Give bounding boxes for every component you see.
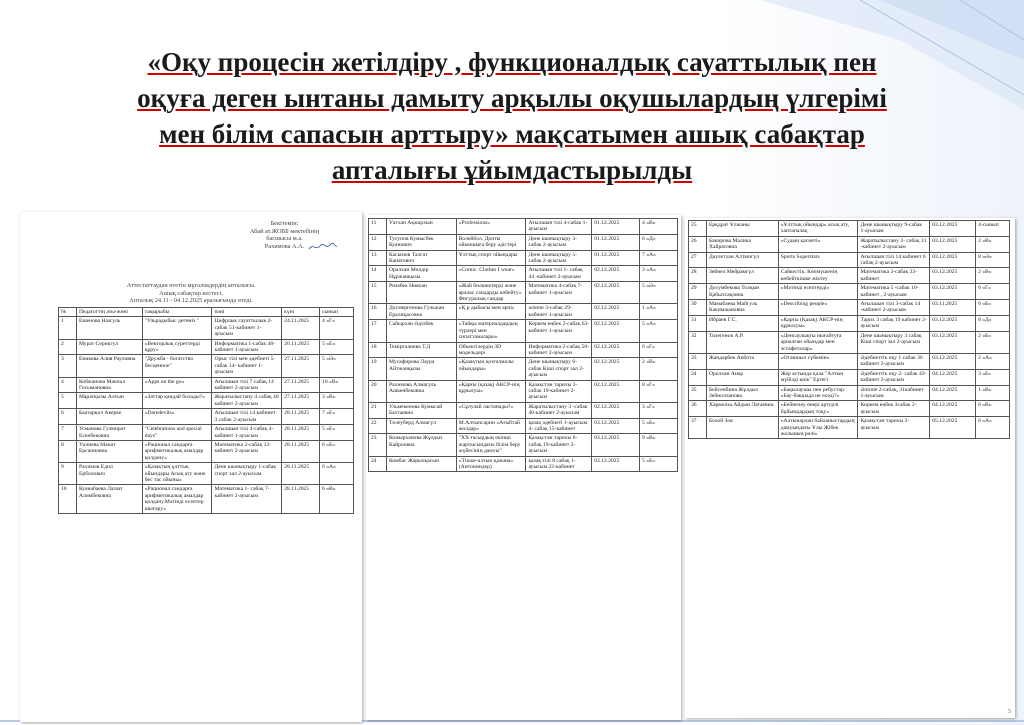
approval-line-2: Абай ат.ЖОББ мектебінің	[249, 227, 320, 235]
table-cell: 20	[369, 380, 387, 402]
table-cell: 02.12.2025	[592, 402, 640, 418]
column-header: сынып	[320, 308, 354, 317]
table-cell: Кожырханова Жұлдыз Кайроовна	[386, 434, 456, 456]
table-row	[689, 353, 1010, 369]
table-cell: 3 «В»	[320, 393, 354, 409]
table-cell: Сәйкестік. Көпмүшенің көбейткішке жіктеу	[778, 268, 858, 284]
table-cell: 7	[59, 425, 77, 441]
table-cell: 5 «Е»	[320, 425, 354, 441]
table-cell: Кобжанова Макпал Госымановна	[76, 377, 142, 393]
table-cell: «Жай бөлшектерді және аралас сандарды көбейту» Фигуралық сандар	[456, 282, 526, 304]
table-cell: 6 «Г»	[976, 284, 1010, 300]
title-line-2: оқуға деген ынтаны дамыту арқылы оқушылардың үлгерімі	[137, 83, 887, 113]
table-cell: Информатика 2-сабақ 50-кабинет 2-ауысым	[526, 342, 592, 358]
table-row	[689, 221, 1010, 237]
table-cell: «Рационал сандарға арифметикалық амалдар қолдану»	[142, 440, 212, 462]
table-row	[689, 331, 1010, 353]
table-cell: Ағылшын тілі 7 сабақ 14 кабинет 2-ауысым	[212, 377, 282, 393]
table-cell: 6 «А»	[976, 417, 1010, 439]
table-cell: «Рационал сандарға арифметикалық амалдар қолдану.Мәтінді есептер шығару»	[142, 485, 212, 514]
table-cell: 4-сынып	[976, 221, 1010, 237]
table-cell: 5 «А»	[640, 320, 678, 342]
table-row	[369, 219, 678, 235]
table-cell: 02.12.2025	[592, 358, 640, 380]
table-cell: 2 «В»	[640, 358, 678, 380]
table-row	[369, 342, 678, 358]
table-cell: Информатика 1-сабак 48-кабинет 1-ауысым	[212, 339, 282, 355]
table-cell: Цифрлык сауаттылык 2-сабак 51-кабинет 1-ауысым	[212, 317, 282, 339]
table-cell: Дене шынықтыру 1-сабак спорт зал 2-ауысым	[212, 463, 282, 485]
table-cell: Ибраев Г.С.	[706, 315, 778, 331]
caption-line-3: Апталық 24.11 - 04.12.2025 аралығында өтеді.	[129, 297, 253, 305]
table-cell: Көркем еңбек 3сабак 2-ауысым	[858, 401, 930, 417]
table-cell: Жаратылыстану 4 сабақ 40 кабинет 2-ауысым	[212, 393, 282, 409]
title-line-4: апталығы ұйымдастырылды	[331, 155, 693, 185]
table-cell: Дене шынықтыру 3-сабак 2-ауысым	[526, 234, 592, 250]
table-cell: «Денсаулықты нығайтуға арналған ойындар мен эстафеталар»	[778, 331, 858, 353]
table-cell: 03.12.2025	[930, 221, 976, 237]
table-cell: 12	[369, 234, 387, 250]
table-row	[59, 355, 354, 377]
table-cell: Рахимов Едил Ерболович	[76, 463, 142, 485]
table-cell: 37	[689, 417, 707, 439]
caption-line-1: Аттестаттаудан өтетін мұғалімдердің апталығы.	[126, 282, 256, 289]
table-cell: 3 «Г»	[640, 402, 678, 418]
schedule-caption	[60, 282, 322, 305]
table-cell: Sports Superstars	[778, 252, 858, 268]
schedule-table-1	[58, 307, 354, 514]
table-cell: 33	[689, 353, 707, 369]
table-cell: Ризабек Нияхан	[386, 282, 456, 304]
table-cell: Дене шынықтыру 6-сабак Кіші спорт зал 2-ауысым	[526, 358, 592, 380]
table-cell: Әдебиеттік оқу 1 сабак 36 кабинет 2-ауысым	[858, 353, 930, 369]
table-cell: 18	[369, 342, 387, 358]
table-cell: 32	[689, 331, 707, 353]
table-cell: 02.12.2025	[592, 304, 640, 320]
table-row	[59, 485, 354, 514]
table-cell: 8 «Г»	[640, 380, 678, 402]
table-cell: Зейнел Мейрамгүл	[706, 268, 778, 284]
table-cell: «Тайқы материалдардың түрлері мен сипаттамалары»	[456, 320, 526, 342]
table-cell: Жер астында қала "Алтын мүйізді киік" Ертегі	[778, 369, 858, 385]
table-cell: 5	[59, 393, 77, 409]
table-cell: Математика 2-сабақ 12-кабинет 2-ауысым	[212, 440, 282, 462]
table-cell: Оралхан Мөлдір Нұржанқызы	[386, 266, 456, 282]
table-cell: «Қарғы (қазақ) АКСР-нің құрылуы»	[456, 380, 526, 402]
table-row	[369, 266, 678, 282]
table-cell: Рахимова Алмагуль Ашкенбековна	[386, 380, 456, 402]
table-cell: Ағылшын тілі 4-сабак 1-ауысым	[526, 219, 592, 235]
table-cell: Сайырхан Әділбек	[386, 320, 456, 342]
table-cell: 02.12.2025	[592, 342, 640, 358]
table-cell: Объектілердің 3D модельдері	[456, 342, 526, 358]
table-cell: 11	[369, 219, 387, 235]
table-row	[59, 393, 354, 409]
table-cell: 27.11.2025	[282, 355, 320, 377]
table-cell: 3 «Б»	[976, 369, 1010, 385]
table-cell: 4 «Г»	[320, 317, 354, 339]
table-cell: 01.12.2025	[592, 250, 640, 266]
table-cell: 13	[369, 250, 387, 266]
table-cell: 03.12.2025	[930, 331, 976, 353]
table-cell: 2 «В»	[976, 236, 1010, 252]
table-cell: Тусупов Кумысбек Куанович	[386, 234, 456, 250]
table-cell: Тарих 3 сабақ 19 кабинет 2-ауысым	[858, 315, 930, 331]
table-cell: «Қазақтың ұлттық ойындары Асық ату және бес тас ойыны»	[142, 463, 212, 485]
table-cell: 03.12.2025	[930, 268, 976, 284]
table-cell: 6 «В»	[976, 401, 1010, 417]
table-cell: Ағылшын тілі 1- сабақ 44 -кабинет 2-ауысым	[526, 266, 592, 282]
table-cell: 29	[689, 284, 707, 300]
table-cell: 6 «Б»	[976, 300, 1010, 316]
table-cell: 02.12.2025	[592, 282, 640, 304]
table-cell: «Қарғы (Қазақ) АКСР-нің құрылуы»	[778, 315, 858, 331]
table-cell: 36	[689, 401, 707, 417]
table-row	[59, 317, 354, 339]
table-cell: 2	[59, 339, 77, 355]
table-cell: 3	[59, 355, 77, 377]
table-cell: 17	[369, 320, 387, 342]
table-cell: Дене шынықтыру 9-сабак 1-ауысым	[858, 221, 930, 237]
table-cell: 7 «А»	[640, 250, 678, 266]
table-cell: «Заттар қандай болады?»	[142, 393, 212, 409]
table-cell: 01.12.2025	[592, 219, 640, 235]
table-cell: 03.12.2025	[930, 236, 976, 252]
table-row	[59, 463, 354, 485]
table-cell: 6 «Г»	[640, 342, 678, 358]
table-cell: 03.12.2025	[592, 434, 640, 456]
table-cell: 05.12.2025	[930, 417, 976, 439]
table-row	[369, 456, 678, 472]
table-row	[369, 402, 678, 418]
table-row	[59, 377, 354, 393]
signature-image	[308, 242, 338, 252]
table-row	[689, 252, 1010, 268]
table-row	[59, 339, 354, 355]
table-cell: 28.11.2025	[282, 440, 320, 462]
table-cell: 5 «Ә»	[640, 282, 678, 304]
table-cell: 5 «Ә»	[320, 355, 354, 377]
table-cell: 2 «А»	[976, 353, 1010, 369]
table-cell: Еникова Алия Рауловна	[76, 355, 142, 377]
table-cell: 6 «В»	[320, 485, 354, 514]
table-cell: 6 «Б»	[320, 440, 354, 462]
table-row	[369, 320, 678, 342]
table-cell: Математика 5 -сабак 10- кабинет , 2-ауысым	[858, 284, 930, 300]
table-cell: 24.11.2025	[282, 317, 320, 339]
table-cell: Жандарбек Акбота	[706, 353, 778, 369]
table-cell: 8 «Д»	[976, 315, 1010, 331]
table-cell: «Describing people»	[778, 300, 858, 316]
document-page-3	[685, 218, 1015, 718]
column-header: №	[59, 308, 77, 317]
table-cell: Қазақстан тарихы 6-сабақ 19-кабинет 2-ауысым	[526, 434, 592, 456]
table-cell: 3 «А»	[640, 266, 678, 282]
table-cell: 5 «Б»	[640, 418, 678, 434]
slide-title	[30, 44, 994, 188]
table-cell: Орыс тілі мен әдебиеті 5- сабак 14- кабинет 1-ауысым	[212, 355, 282, 377]
table-cell: 26.11.2025	[282, 339, 320, 355]
table-cell: 9 «В»	[640, 434, 678, 456]
column-header: Педагогтің аты-жөні	[76, 308, 142, 317]
table-cell: Жаратылыстану 2- сабақ 31 -кабинет 2-ауысым	[858, 236, 930, 252]
table-cell: «Алтынарлан байланыстардың дамуындағы Ұлы Жібек жолының рөлі»	[778, 417, 858, 439]
table-cell: Ағылшын тілі 3-сабак 14 -кабинет 2-ауысым	[858, 300, 930, 316]
table-cell: Толегенов А.Р.	[706, 331, 778, 353]
table-cell: Әліппе 2-сабақ, 31кабинет 1-ауысым	[858, 385, 930, 401]
table-cell: 6 «Д»	[640, 234, 678, 250]
table-cell: 35	[689, 385, 707, 401]
table-cell: Темірғалиева Т.Д	[386, 342, 456, 358]
table-cell: «Daredevils»	[142, 409, 212, 425]
table-cell: Мусафирова Лаура Айтжанқызы	[386, 358, 456, 380]
table-cell: 4	[59, 377, 77, 393]
table-cell: Мурат Серикгул	[76, 339, 142, 355]
table-cell: 28	[689, 268, 707, 284]
table-cell: «Қ р дыбысы мен әрпі»	[456, 304, 526, 320]
table-cell: 26	[689, 236, 707, 252]
table-cell: Волейбол. Допты ойыншыға беру әдістері	[456, 234, 526, 250]
table-cell: 5 «Б»	[640, 456, 678, 472]
schedule-table-3	[688, 220, 1010, 439]
table-cell: 03.12.2025	[930, 315, 976, 331]
table-cell: 28.11.2025	[282, 409, 320, 425]
table-cell: Ешенова Назгуль	[76, 317, 142, 339]
table-cell: «Apps on the go»	[142, 377, 212, 393]
table-cell: «Сұлулай ластанады?»	[456, 402, 526, 418]
table-cell: Төлеуберд Алмагүл	[386, 418, 456, 434]
table-cell: Жаратылыстану 3 -сабак 40-кабинет 2-ауысым	[526, 402, 592, 418]
table-row	[369, 380, 678, 402]
table-cell: 03.11.2025	[930, 300, 976, 316]
table-cell: 27.11.2025	[282, 393, 320, 409]
table-cell: 6 «А»	[320, 463, 354, 485]
page-number: 5	[1008, 709, 1011, 715]
table-row	[59, 440, 354, 462]
table-cell: Дене шынықтыру 5-сабак 2-ауысым	[526, 250, 592, 266]
table-cell: 28.11.2025	[282, 485, 320, 514]
table-cell: қазақ тілі 8 сабақ 1-ауысым 22-кабинет	[526, 456, 592, 472]
table-cell: 14	[369, 266, 387, 282]
table-cell: Көркем еңбек 2-сабақ 63-кабинет 1-ауысым	[526, 320, 592, 342]
table-cell: Ағылшын тілі 4-сабақ 4- кабинет 1-ауысым	[212, 425, 282, 441]
table-cell: 1 «А»	[640, 304, 678, 320]
table-cell: 25	[689, 221, 707, 237]
table-cell: 1 «В»	[976, 385, 1010, 401]
table-cell: 1	[59, 317, 77, 339]
table-cell: қазақ әдебиеті 1-ауысым 4- сабақ 15-кабинет	[526, 418, 592, 434]
table-cell: Досумбекова Толқын Қабылсақовна	[706, 284, 778, 300]
title-line-1: «Оқу процесін жетілдіру , функционалдық сауаттылық пен	[147, 47, 877, 77]
table-cell: 10	[59, 485, 77, 514]
table-row	[689, 300, 1010, 316]
table-cell: «Ұлттық ойындар» асық ату, хантапалақ	[778, 221, 858, 237]
table-cell: Ұлттық спорт ойындары	[456, 250, 526, 266]
table-cell: 27	[689, 252, 707, 268]
table-cell: Касымов Талгат Канатович	[386, 250, 456, 266]
table-cell: «Бейнелеу өнері артурлі бұйымдардың тоқу»	[778, 401, 858, 417]
table-cell: 5 «Е»	[320, 339, 354, 355]
table-cell: Математика 4-сабақ 7- кабинет 1-ауысым	[526, 282, 592, 304]
table-row	[689, 236, 1010, 252]
table-cell: Мамабаева Майгуль Какимжановна	[706, 300, 778, 316]
table-cell: 04.12.2025	[930, 369, 976, 385]
table-cell: Досмергенова Гульжан Ералиқасовна	[386, 304, 456, 320]
table-cell: Бейсенбина Жұлдыз Зейнолланова	[706, 385, 778, 401]
table-cell: 15	[369, 282, 387, 304]
table-cell: 03.12.2025	[930, 252, 976, 268]
table-cell: 30	[689, 300, 707, 316]
table-cell: «Бақылаушы пен ребустар. «Бау-бақшада не өседі?»	[778, 385, 858, 401]
table-cell: Математика 1- сабақ 7- кабинет 2-ауысым	[212, 485, 282, 514]
table-cell: Математика 2-сабак 33-кабинет	[858, 268, 930, 284]
table-row	[369, 304, 678, 320]
table-cell: Усманова Гулмират Есенбековна	[76, 425, 142, 441]
table-cell: 7 «Е»	[320, 409, 354, 425]
table-cell: Маратқызы Алтын	[76, 393, 142, 409]
table-row	[689, 369, 1010, 385]
table-cell: 22	[369, 418, 387, 434]
table-cell: «Векторлық суреттерді құру»	[142, 339, 212, 355]
table-cell: Қазақстан тарихы 2-ауысым	[858, 417, 930, 439]
table-cell: Дене шынықтыру 3 сабақ Кіші спорт зал 2-ауысым	[858, 331, 930, 353]
table-cell: 02.12.2025	[592, 320, 640, 342]
table-row	[689, 268, 1010, 284]
table-cell: 03.12.2025	[592, 418, 640, 434]
table-cell: 31	[689, 315, 707, 331]
table-cell: «Мәтінді есептерді»	[778, 284, 858, 300]
table-cell: Уалиева Манат Ерсаиновна	[76, 440, 142, 462]
table-row	[369, 234, 678, 250]
column-header: күні	[282, 308, 320, 317]
table-row	[59, 425, 354, 441]
column-header: пәні	[212, 308, 282, 317]
table-row	[689, 385, 1010, 401]
table-cell: 03.12.2025	[930, 353, 976, 369]
table-cell: "Ульрадыбыс дегеміз "	[142, 317, 212, 339]
table-row	[59, 409, 354, 425]
table-cell: 04.12.2025	[930, 385, 976, 401]
table-row	[689, 315, 1010, 331]
table-cell: "ХХ ғасырдың екінші жартысындағы білім беру жүйесінің дамуы"	[456, 434, 526, 456]
approval-line-3: басшысы м.а.	[266, 235, 303, 243]
caption-line-2: Ашық сабақтар кестесі.	[159, 289, 223, 297]
table-cell: Қазақстан тарихы 3-сабак 19-кабинет 2-ауысым	[526, 380, 592, 402]
table-cell: Куанабаева Лаззат Алимбековна	[76, 485, 142, 514]
table-cell: 6	[59, 409, 77, 425]
table-cell: 2 «В»	[976, 268, 1010, 284]
table-cell: 2 «Б»	[976, 331, 1010, 353]
approval-line-4: Рахимова А.А.	[264, 242, 305, 250]
table-cell: әліппе 3-сабак 29-кабинет 1-ауысым	[526, 304, 592, 320]
table-cell: 34	[689, 369, 707, 385]
table-cell: 8	[59, 440, 77, 462]
table-row	[369, 250, 678, 266]
table-cell: 23	[369, 434, 387, 456]
document-page-1	[20, 212, 362, 722]
table-cell: 16	[369, 304, 387, 320]
table-cell: Ульмекенова Кумысай Бахтаевна	[386, 402, 456, 418]
table-cell: 21	[369, 402, 387, 418]
schedule-table-2	[368, 218, 678, 472]
table-header-row	[59, 308, 354, 317]
table-cell: М.Алтынсарин «Атыбтай жолдар»	[456, 418, 526, 434]
table-cell: Уатхан Ақжархын	[386, 219, 456, 235]
table-cell: Комбас Жарылқасын	[386, 456, 456, 472]
table-cell: 02.12.2025	[592, 266, 640, 282]
table-cell: "Дружба - богатство бесценное"	[142, 355, 212, 377]
table-cell: 03.12.2025	[592, 456, 640, 472]
table-cell: «Қазақтың қозғалмалы ойындары»	[456, 358, 526, 380]
table-cell: 28.11.2025	[282, 425, 320, 441]
table-cell: Баатарқол Акерке	[76, 409, 142, 425]
table-cell: Дәулетхан Алтынгүл	[706, 252, 778, 268]
column-header: тақырыбы	[142, 308, 212, 317]
table-cell: 24	[369, 456, 387, 472]
table-cell: 02.12.2025	[592, 380, 640, 402]
table-cell: 04.12.2025	[930, 401, 976, 417]
table-cell: «Professions»	[456, 219, 526, 235]
table-cell: Әдебиеттік оқу 2- сабак 43-кабинет 2-ауысым	[858, 369, 930, 385]
table-row	[369, 282, 678, 304]
table-row	[369, 434, 678, 456]
table-cell: «Comic. Clothes I wear»	[456, 266, 526, 282]
table-row	[689, 401, 1010, 417]
table-cell: 10 «В»	[320, 377, 354, 393]
table-cell: 03.12.2025	[930, 284, 976, 300]
title-line-3: мен білім сапасын арттыру» мақсатымен ашық сабақтар	[159, 119, 865, 149]
table-cell: 9	[59, 463, 77, 485]
approval-line-1: Бекітемін:	[270, 220, 299, 227]
table-cell: Бохой Зоя	[706, 417, 778, 439]
table-cell: 4 «В»	[640, 219, 678, 235]
table-cell: Ағылшын тілі 14 кабинет 3 сабак 2-ауысым	[212, 409, 282, 425]
document-page-2	[366, 215, 681, 720]
table-cell: 8 «Ә»	[976, 252, 1010, 268]
table-row	[369, 418, 678, 434]
table-cell: Оролхан Анар	[706, 369, 778, 385]
table-cell: Хармолза.Айдын Латаевна.	[706, 401, 778, 417]
table-cell: Бакирова Малика Хайратовна	[706, 236, 778, 252]
table-cell: «Судың қасиеті»	[778, 236, 858, 252]
table-row	[689, 417, 1010, 439]
table-cell: 27.11.2025	[282, 377, 320, 393]
table-cell: "Celebrations and special days"	[142, 425, 212, 441]
table-cell: «Отаншыл сүйемін»	[778, 353, 858, 369]
table-cell: 01.12.2025	[592, 234, 640, 250]
table-cell: 28.11.2025	[282, 463, 320, 485]
table-cell: Ағылшын тілі 14 кабинет 6 сабақ 2-ауысым	[858, 252, 930, 268]
table-row	[689, 284, 1010, 300]
table-cell: 19	[369, 358, 387, 380]
table-row	[369, 358, 678, 380]
table-cell: «Тікше-алтын қазына» (Антониндер)	[456, 456, 526, 472]
table-cell: Ерқдрат Ұлжаны	[706, 221, 778, 237]
